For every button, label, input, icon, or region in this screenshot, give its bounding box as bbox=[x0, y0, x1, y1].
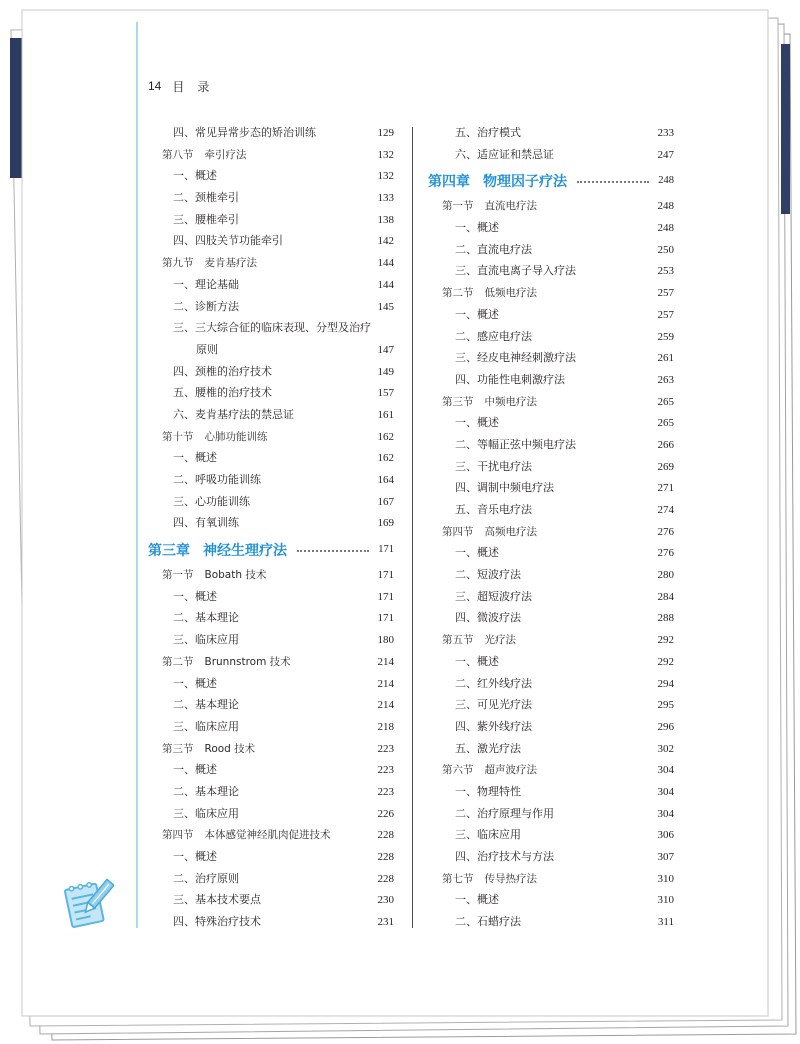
toc-item-entry bbox=[428, 695, 674, 717]
page-number: 231 bbox=[377, 916, 394, 929]
toc-item-text: 五、腰椎的治疗技术 bbox=[173, 387, 272, 400]
toc-item-text: 一、概述 bbox=[455, 308, 499, 321]
toc-item-text: 三、经皮电神经刺激疗法 bbox=[455, 352, 576, 365]
toc-item-text: 二、直流电疗法 bbox=[455, 243, 532, 256]
section-title: 牵引疗法 bbox=[204, 148, 247, 161]
page-number: 306 bbox=[657, 829, 674, 842]
toc-item-text: 四、功能性电刺激疗法 bbox=[455, 373, 565, 386]
toc-item-entry bbox=[428, 543, 674, 565]
notepad-pencil-icon bbox=[62, 876, 114, 930]
section-number: 第十节 bbox=[162, 430, 194, 443]
toc-item-entry bbox=[148, 210, 394, 232]
toc-item-entry bbox=[428, 652, 674, 674]
toc-item-entry bbox=[148, 383, 394, 405]
page-number: 266 bbox=[657, 438, 674, 451]
header-title: 目 录 bbox=[172, 79, 210, 94]
toc-section-entry bbox=[148, 427, 394, 449]
page-number: 145 bbox=[377, 300, 394, 313]
toc-item-text: 三、临床应用 bbox=[173, 634, 239, 647]
section-number: 第四节 bbox=[162, 829, 194, 842]
section-number: 第八节 bbox=[162, 148, 194, 161]
page-number: 157 bbox=[377, 387, 394, 400]
toc-item-entry bbox=[148, 166, 394, 188]
toc-item-text: 三、临床应用 bbox=[173, 807, 239, 820]
toc-item-entry bbox=[428, 500, 674, 522]
page-number: 162 bbox=[377, 430, 394, 443]
toc-item-text: 三、基本技术要点 bbox=[173, 894, 261, 907]
page-number: 274 bbox=[657, 504, 674, 516]
toc-item-text: 六、适应证和禁忌证 bbox=[455, 148, 554, 161]
toc-item-entry bbox=[428, 145, 674, 167]
toc-item-entry bbox=[148, 847, 394, 869]
toc-item-text: 二、等幅正弦中频电疗法 bbox=[455, 438, 576, 451]
page-number: 161 bbox=[377, 408, 394, 421]
toc-item-text: 三、心功能训练 bbox=[173, 495, 250, 508]
section-number: 第九节 bbox=[162, 257, 194, 270]
chapter-number: 第四章 bbox=[428, 173, 470, 190]
toc-item-entry bbox=[148, 275, 394, 297]
toc-item-text: 三、干扰电疗法 bbox=[455, 460, 532, 473]
toc-item-text: 四、颈椎的治疗技术 bbox=[173, 365, 272, 378]
toc-item-entry bbox=[148, 890, 394, 912]
toc-item-entry bbox=[148, 123, 394, 145]
toc-item-text: 三、可见光疗法 bbox=[455, 699, 532, 712]
page-number: 169 bbox=[377, 517, 394, 530]
section-number: 第四节 bbox=[442, 525, 474, 538]
toc-item-text: 二、治疗原理与作用 bbox=[455, 807, 554, 820]
page-number: 218 bbox=[377, 720, 394, 733]
page-number: 147 bbox=[377, 343, 394, 356]
page-number: 271 bbox=[657, 482, 674, 495]
toc-item-text: 三、临床应用 bbox=[173, 720, 239, 733]
toc-right-column bbox=[428, 123, 674, 934]
toc-item-text: 二、短波疗法 bbox=[455, 569, 521, 582]
section-title: 光疗法 bbox=[484, 634, 516, 647]
page-number: 223 bbox=[377, 785, 394, 798]
toc-item-entry bbox=[148, 297, 394, 319]
toc-item-entry bbox=[428, 240, 674, 262]
toc-item-text: 五、音乐电疗法 bbox=[455, 504, 532, 516]
section-number: 第七节 bbox=[442, 872, 474, 885]
toc-item-text: 一、物理特性 bbox=[455, 785, 521, 798]
page-number: 269 bbox=[657, 460, 674, 473]
toc-item-entry bbox=[148, 912, 394, 934]
page-number: 310 bbox=[657, 894, 674, 907]
page-number: 292 bbox=[657, 634, 674, 647]
toc-item-entry bbox=[148, 869, 394, 891]
page-number: 129 bbox=[377, 127, 394, 139]
section-title: 直流电疗法 bbox=[484, 200, 537, 213]
toc-item-entry bbox=[428, 123, 674, 145]
page-number: 171 bbox=[377, 612, 394, 625]
page-number: 248 bbox=[657, 200, 674, 213]
page-number: 304 bbox=[657, 764, 674, 777]
toc-item-entry bbox=[428, 608, 674, 630]
toc-section-entry bbox=[428, 630, 674, 652]
toc-item-entry bbox=[148, 782, 394, 804]
toc-item-text: 一、理论基础 bbox=[173, 278, 239, 291]
toc-item-entry bbox=[148, 362, 394, 384]
toc-item-entry bbox=[428, 305, 674, 327]
page-number: 288 bbox=[657, 612, 674, 625]
page-number: 248 bbox=[658, 175, 674, 187]
toc-section-entry bbox=[148, 652, 394, 674]
section-number: 第五节 bbox=[442, 634, 474, 647]
toc-item-entry bbox=[428, 890, 674, 912]
toc-item-entry bbox=[148, 318, 394, 361]
toc-item-text: 一、概述 bbox=[173, 677, 217, 690]
page-number: 230 bbox=[377, 894, 394, 907]
running-header bbox=[148, 77, 209, 95]
toc-item-entry bbox=[428, 457, 674, 479]
section-title: Bobath 技术 bbox=[204, 569, 267, 582]
toc-item-text: 三、直流电离子导入疗法 bbox=[455, 265, 576, 278]
page-number: 292 bbox=[657, 655, 674, 668]
page-number: 214 bbox=[377, 699, 394, 712]
chapter-title: 物理因子疗法 bbox=[483, 173, 567, 190]
page-number: 167 bbox=[377, 495, 394, 508]
toc-item-text: 三、腰椎牵引 bbox=[173, 213, 239, 226]
toc-section-entry bbox=[428, 760, 674, 782]
page-number: 265 bbox=[657, 395, 674, 408]
toc-item-text: 四、调制中频电疗法 bbox=[455, 482, 554, 495]
margin-rule bbox=[136, 22, 138, 928]
toc-section-entry bbox=[428, 392, 674, 414]
toc-item-entry bbox=[428, 261, 674, 283]
page-number: 144 bbox=[377, 278, 394, 291]
page-number: 310 bbox=[657, 872, 674, 885]
toc-item-text: 一、概述 bbox=[455, 222, 499, 235]
toc-item-entry bbox=[148, 492, 394, 514]
toc-item-entry bbox=[148, 695, 394, 717]
toc-item-entry bbox=[148, 804, 394, 826]
toc-item-entry bbox=[428, 218, 674, 240]
toc-item-text: 一、概述 bbox=[173, 851, 217, 864]
section-title: Brunnstrom 技术 bbox=[204, 655, 291, 668]
toc-section-entry bbox=[428, 869, 674, 891]
section-title: 麦肯基疗法 bbox=[204, 257, 257, 270]
toc-item-text: 一、概述 bbox=[173, 590, 217, 603]
section-number: 第三节 bbox=[162, 742, 194, 755]
page-number: 142 bbox=[377, 235, 394, 248]
page-number: 132 bbox=[377, 170, 394, 183]
toc-section-entry bbox=[428, 196, 674, 218]
toc-item-text: 三、临床应用 bbox=[455, 829, 521, 842]
page-number: 133 bbox=[377, 192, 394, 205]
toc-item-text: 四、特殊治疗技术 bbox=[173, 916, 261, 929]
toc-section-entry bbox=[428, 283, 674, 305]
toc-item-text: 六、麦肯基疗法的禁忌证 bbox=[173, 408, 294, 421]
toc-item-text: 四、有氧训练 bbox=[173, 517, 239, 530]
toc-item-text: 一、概述 bbox=[173, 452, 217, 465]
section-title: 心肺功能训练 bbox=[204, 430, 268, 443]
section-number: 第三节 bbox=[442, 395, 474, 408]
section-number: 第二节 bbox=[162, 655, 194, 668]
page-number: 223 bbox=[377, 764, 394, 777]
page-number: 280 bbox=[657, 569, 674, 582]
toc-item-text: 二、红外线疗法 bbox=[455, 677, 532, 690]
toc-item-entry bbox=[428, 413, 674, 435]
page-number: 304 bbox=[657, 807, 674, 820]
page-number: 247 bbox=[657, 148, 674, 161]
page-number: 276 bbox=[657, 547, 674, 560]
toc-section-entry bbox=[428, 522, 674, 544]
toc-chapter-entry bbox=[148, 535, 394, 565]
toc-item-text: 三、三大综合征的临床表现、分型及治疗 bbox=[173, 322, 371, 335]
toc-item-text: 四、治疗技术与方法 bbox=[455, 851, 554, 863]
toc-item-entry bbox=[148, 717, 394, 739]
page-number: 228 bbox=[377, 872, 394, 885]
page-number: 294 bbox=[657, 677, 674, 690]
toc-item-text: 五、激光疗法 bbox=[455, 742, 521, 755]
section-title: 低频电疗法 bbox=[484, 287, 537, 300]
toc-item-entry bbox=[148, 231, 394, 253]
toc-section-entry bbox=[148, 145, 394, 167]
toc-item-continuation: 原则 bbox=[196, 343, 218, 356]
toc-item-text: 一、概述 bbox=[173, 764, 217, 777]
toc-item-text: 一、概述 bbox=[455, 655, 499, 668]
section-number: 第一节 bbox=[442, 200, 474, 213]
page-number: 228 bbox=[377, 829, 394, 842]
toc-item-entry bbox=[428, 739, 674, 761]
toc-item-entry bbox=[148, 608, 394, 630]
dot-leader bbox=[577, 181, 649, 183]
toc-item-entry bbox=[428, 478, 674, 500]
page-number: 180 bbox=[377, 634, 394, 647]
toc-item-text: 三、超短波疗法 bbox=[455, 590, 532, 603]
column-divider bbox=[412, 127, 413, 928]
page-number: 228 bbox=[377, 851, 394, 864]
page-number: 162 bbox=[377, 452, 394, 465]
page-number: 164 bbox=[377, 474, 394, 487]
section-number: 第二节 bbox=[442, 287, 474, 300]
toc-item-text: 四、常见异常步态的矫治训练 bbox=[173, 127, 316, 139]
toc-item-entry bbox=[428, 804, 674, 826]
toc-item-text: 四、四肢关节功能牵引 bbox=[173, 235, 283, 248]
toc-item-entry bbox=[428, 674, 674, 696]
toc-item-entry bbox=[428, 847, 674, 869]
toc-item-text: 一、概述 bbox=[173, 170, 217, 183]
toc-item-entry bbox=[428, 912, 674, 934]
page-number: 261 bbox=[657, 352, 674, 365]
page-number: 149 bbox=[377, 365, 394, 378]
toc-item-text: 一、概述 bbox=[455, 894, 499, 907]
toc-item-text: 二、治疗原则 bbox=[173, 872, 239, 885]
toc-item-entry bbox=[428, 565, 674, 587]
toc-left-column bbox=[148, 123, 394, 934]
page-number: 257 bbox=[657, 308, 674, 321]
page-number: 276 bbox=[657, 525, 674, 538]
page-number: 214 bbox=[377, 655, 394, 668]
page-number: 138 bbox=[377, 213, 394, 226]
section-number: 第六节 bbox=[442, 764, 474, 777]
toc-item-text: 二、颈椎牵引 bbox=[173, 192, 239, 205]
page-number: 144 bbox=[377, 257, 394, 270]
toc-item-entry bbox=[148, 405, 394, 427]
page-number: 226 bbox=[377, 807, 394, 820]
toc-item-text: 二、基本理论 bbox=[173, 612, 239, 625]
section-title: 本体感觉神经肌肉促进技术 bbox=[204, 829, 331, 842]
toc-item-entry bbox=[428, 435, 674, 457]
toc-item-entry bbox=[428, 587, 674, 609]
page-number: 259 bbox=[657, 330, 674, 343]
page-number: 296 bbox=[657, 720, 674, 733]
toc-item-text: 一、概述 bbox=[455, 417, 499, 430]
toc-item-entry bbox=[148, 448, 394, 470]
page-number: 253 bbox=[657, 265, 674, 278]
toc-item-text: 二、基本理论 bbox=[173, 699, 239, 712]
toc-item-line bbox=[173, 318, 394, 340]
page-number: 248 bbox=[657, 222, 674, 235]
toc-section-entry bbox=[148, 253, 394, 275]
page-number: 257 bbox=[657, 287, 674, 300]
toc-item-text: 二、呼吸功能训练 bbox=[173, 474, 261, 487]
chapter-title: 神经生理疗法 bbox=[203, 542, 287, 559]
page-number: 284 bbox=[657, 590, 674, 603]
page-number: 132 bbox=[377, 148, 394, 161]
page-number: 295 bbox=[657, 699, 674, 712]
toc-chapter-entry bbox=[428, 166, 674, 196]
page-number: 265 bbox=[657, 417, 674, 430]
toc-item-entry bbox=[148, 513, 394, 535]
page-number: 171 bbox=[378, 544, 394, 556]
toc-item-entry bbox=[428, 370, 674, 392]
section-number: 第一节 bbox=[162, 569, 194, 582]
toc-item-text: 二、基本理论 bbox=[173, 785, 239, 798]
page-number: 171 bbox=[377, 590, 394, 603]
page-number: 250 bbox=[657, 243, 674, 256]
toc-item-text: 四、紫外线疗法 bbox=[455, 720, 532, 733]
toc-item-text: 二、感应电疗法 bbox=[455, 330, 532, 343]
page-number: 311 bbox=[657, 916, 674, 929]
page-number: 171 bbox=[377, 569, 394, 582]
toc-item-continuation-line bbox=[173, 340, 394, 362]
toc-item-entry bbox=[428, 717, 674, 739]
toc-item-entry bbox=[148, 587, 394, 609]
chapter-number: 第三章 bbox=[148, 542, 190, 559]
section-title: 高频电疗法 bbox=[484, 525, 537, 538]
toc-item-entry bbox=[428, 825, 674, 847]
page-number: 14 bbox=[148, 79, 162, 93]
page-number: 302 bbox=[657, 742, 674, 755]
page-number: 304 bbox=[657, 785, 674, 798]
toc-item-entry bbox=[148, 674, 394, 696]
toc-item-text: 二、石蜡疗法 bbox=[455, 916, 521, 929]
toc-section-entry bbox=[148, 739, 394, 761]
dot-leader bbox=[297, 550, 369, 552]
page-number: 307 bbox=[657, 851, 674, 863]
toc-section-entry bbox=[148, 565, 394, 587]
toc-item-entry bbox=[148, 470, 394, 492]
toc-item-text: 五、治疗模式 bbox=[455, 127, 521, 139]
page-number: 223 bbox=[377, 742, 394, 755]
page-number: 263 bbox=[657, 373, 674, 386]
toc-item-text: 四、微波疗法 bbox=[455, 612, 521, 625]
toc-item-entry bbox=[148, 760, 394, 782]
toc-item-text: 一、概述 bbox=[455, 547, 499, 560]
page-number: 233 bbox=[657, 127, 674, 139]
section-title: 超声波疗法 bbox=[484, 764, 537, 777]
toc-item-text: 二、诊断方法 bbox=[173, 300, 239, 313]
toc-item-entry bbox=[428, 348, 674, 370]
page-number: 214 bbox=[377, 677, 394, 690]
toc-section-entry bbox=[148, 825, 394, 847]
section-title: Rood 技术 bbox=[204, 742, 256, 755]
toc-item-entry bbox=[428, 782, 674, 804]
section-title: 中频电疗法 bbox=[484, 395, 537, 408]
section-title: 传导热疗法 bbox=[484, 872, 537, 885]
toc-item-entry bbox=[148, 188, 394, 210]
toc-item-entry bbox=[428, 327, 674, 349]
toc-item-entry bbox=[148, 630, 394, 652]
